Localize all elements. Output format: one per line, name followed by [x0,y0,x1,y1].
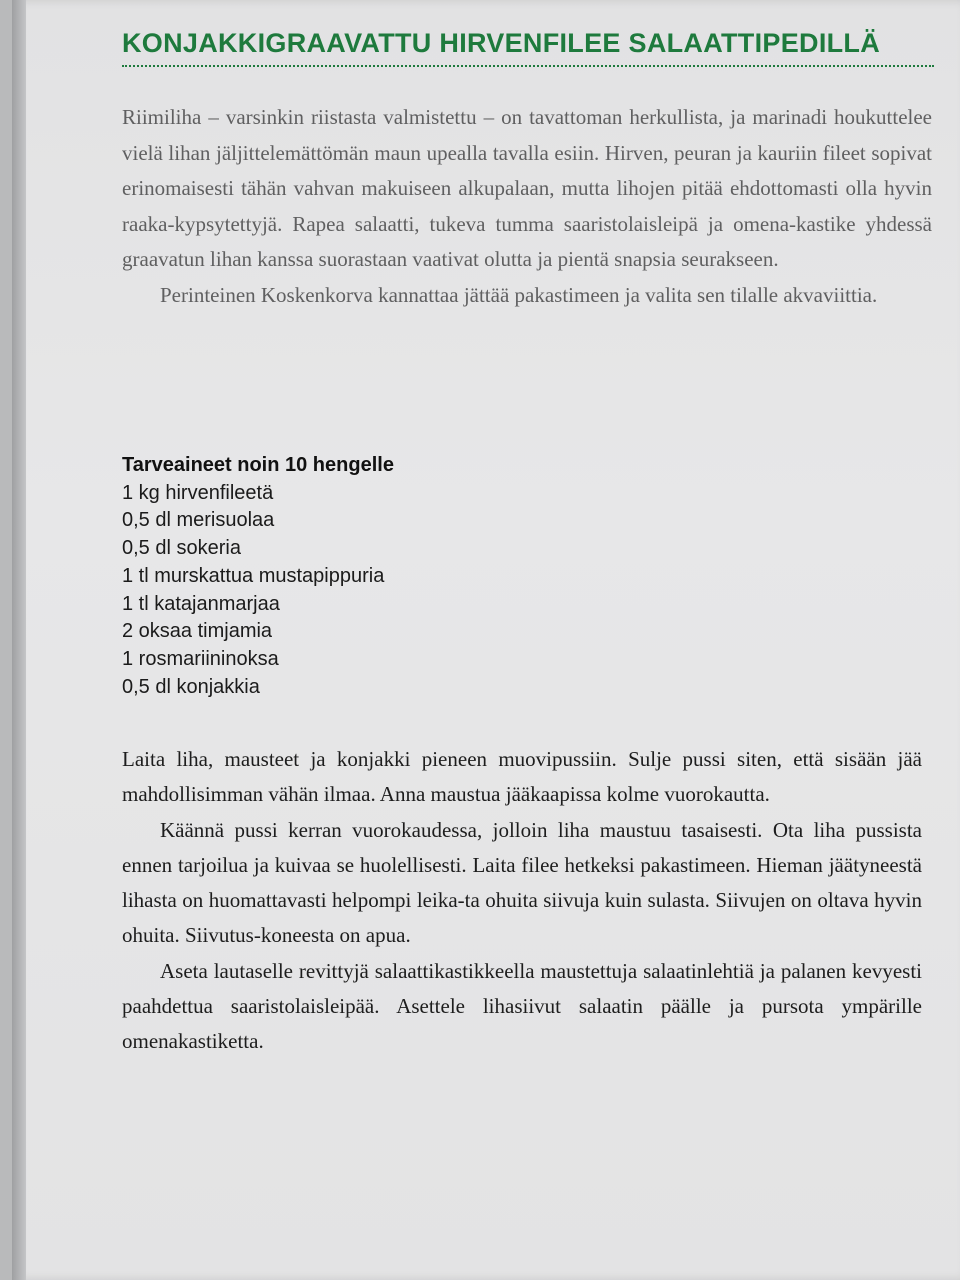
ingredients-heading: Tarveaineet noin 10 hengelle [122,454,394,476]
ingredient-item: 0,5 dl sokeria [122,537,241,560]
intro-paragraph-2: Perinteinen Koskenkorva kannattaa jättää pakastimeen ja valita sen tilalle akvaviittia. [160,282,878,307]
intro-paragraph-1: Riimiliha – varsinkin riistasta valmistettu – on tavattoman herkullista, ja marinadi houkuttelee vielä lihan jäljittelemättömän maun upealla tavalla esiin. Hirven, peuran ja kauriin fileet sopivat erinomaisesti tähän vahvan makuiseen alkupalaan, mutta lihojen pitää ehdottomasti olla hyvin raaka-kypsytettyjä. Rapea salaatti, tukeva tumma saaristolaisleipä ja omena-kastike yhdessä graavatun lihan kanssa suorastaan vaativat olutta ja pientä snapsia seurakseen. [122,105,932,272]
method-paragraph-3: Aseta lautaselle revittyjä salaattikastikkeella maustettuja salaatinlehtiä ja palanen kevyesti paahdettua saaristolaisleipää. Asettele lihasiivut salaatin päälle ja pursota ympärille omenakastiketta. [122,958,922,1054]
ingredients-section [122,452,622,701]
page-spine-shadow [12,0,26,1280]
ingredient-item: 2 oksaa timjamia [122,620,273,643]
ingredients-list [122,480,622,702]
method-paragraph-2: Käännä pussi kerran vuorokaudessa, jolloin liha maustuu tasaisesti. Ota liha pussista ennen tarjoilua ja kuivaa se huolellisesti. Laita filee hetkeksi pakastimeen. Hieman jäätyneestä lihasta on huomattavasti helpompi leika-ta ohuita siivuja kuin sulasta. Siivujen on oltava hyvin ohuita. Siivutus-koneesta on apua. [122,817,922,948]
ingredient-item: 1 tl katajanmarjaa [122,592,280,615]
ingredient-item: 0,5 dl merisuolaa [122,509,275,532]
title-dotted-rule [122,65,934,67]
ingredient-item: 1 rosmariininoksa [122,647,279,670]
ingredient-item: 1 tl murskattua mustapippuria [122,564,385,587]
intro-text [122,100,932,314]
recipe-title: KONJAKKIGRAAVATTU HIRVENFILEE SALAATTIPEDILLÄ [122,28,881,58]
ingredient-item: 1 kg hirvenfileetä [122,481,274,504]
method-paragraph-1: Laita liha, mausteet ja konjakki pieneen muovipussiin. Sulje pussi siten, että sisään jää mahdollisimman vähän ilmaa. Anna maustua jääkaapissa kolme vuorokautta. [122,747,922,807]
ingredient-item: 0,5 dl konjakkia [122,675,260,698]
method-text [122,742,922,1060]
book-page [12,0,960,1280]
